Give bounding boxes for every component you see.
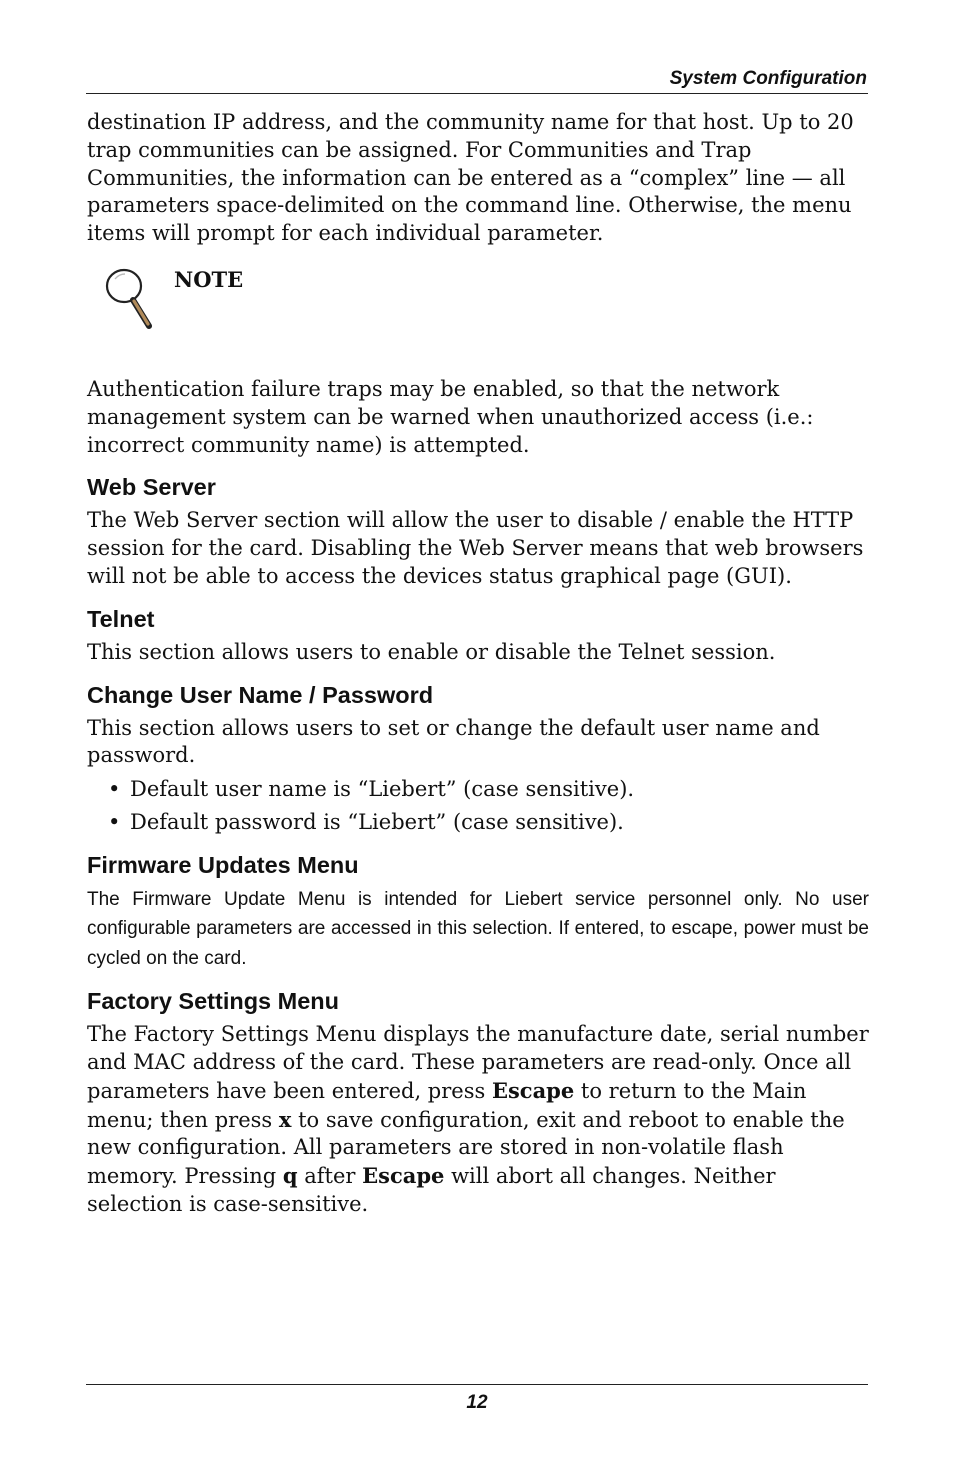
page-number: 12 — [466, 1392, 488, 1413]
factory-text: to save configuration, exit and reboot to enable the new configuration. All parameters are stored in non-volatile flash memory. Pressing — [87, 1107, 845, 1189]
auth-paragraph: Authentication failure traps may be enabled, so that the network management system can be warned when unauthorized access (i.e.: incorrect community name) is attempted. — [87, 376, 814, 457]
section-factory — [87, 986, 869, 1219]
factory-text: will abort all changes. Neither selection is case-sensitive. — [87, 1164, 776, 1217]
bullet-text: Default user name is “Liebert” (case sensitive). — [130, 777, 635, 802]
factory-body — [87, 1021, 869, 1219]
note-callout — [87, 266, 869, 356]
running-header: System Configuration — [669, 68, 867, 89]
default-credentials-list — [87, 776, 869, 837]
firmware-body: The Firmware Update Menu is intended for Liebert service personnel only. No user configurable parameters are accessed in this selection. If entered, to escape, power must be cycled on the card. — [87, 888, 869, 969]
factory-text: after — [297, 1164, 363, 1189]
section-web-server — [87, 472, 869, 590]
bullet: • — [108, 809, 121, 834]
factory-text: to return to the Main menu; then press — [87, 1078, 807, 1132]
header-rule — [86, 93, 868, 94]
section-telnet — [87, 604, 869, 667]
section-firmware — [87, 850, 869, 974]
factory-text: The Factory Settings Menu displays the manufacture date, serial number and MAC address of the card. These parameters are read-only. Once all parameters have been entered, press — [87, 1022, 869, 1103]
footer-rule — [86, 1384, 868, 1385]
note-label: NOTE — [174, 266, 244, 292]
bullet-text: Default password is “Liebert” (case sensitive). — [130, 809, 624, 834]
firmware-heading: Firmware Updates Menu — [87, 851, 359, 878]
intro-paragraph: destination IP address, and the community name for that host. Up to 20 trap communities can be assigned. For Communities and Trap Communities, the information can be entered as a “complex” line — all parameters space-delimited on the command line. Otherwise, the menu items will prompt for each individual parameter. — [87, 110, 854, 246]
x-key-label: x — [278, 1106, 292, 1132]
web-server-body: The Web Server section will allow the user to disable / enable the HTTP session for the card. Disabling the Web Server means that web browsers will not be able to access the devices status graphical page (GUI). — [87, 508, 864, 588]
section-change-user — [87, 680, 869, 837]
web-server-heading: Web Server — [87, 474, 216, 501]
list-item — [87, 809, 869, 837]
page-content — [87, 109, 869, 1219]
escape-key-label: Escape — [362, 1163, 445, 1189]
telnet-body: This section allows users to enable or disable the Telnet session. — [87, 639, 776, 664]
magnifying-glass-icon — [103, 266, 153, 330]
q-key-label: q — [282, 1163, 298, 1189]
bullet: • — [108, 777, 121, 802]
telnet-heading: Telnet — [87, 605, 155, 632]
change-user-body: This section allows users to set or change the default user name and password. — [87, 715, 820, 768]
escape-key-label: Escape — [491, 1077, 575, 1103]
list-item — [87, 776, 869, 804]
factory-heading: Factory Settings Menu — [87, 988, 340, 1015]
change-user-heading: Change User Name / Password — [87, 681, 434, 708]
